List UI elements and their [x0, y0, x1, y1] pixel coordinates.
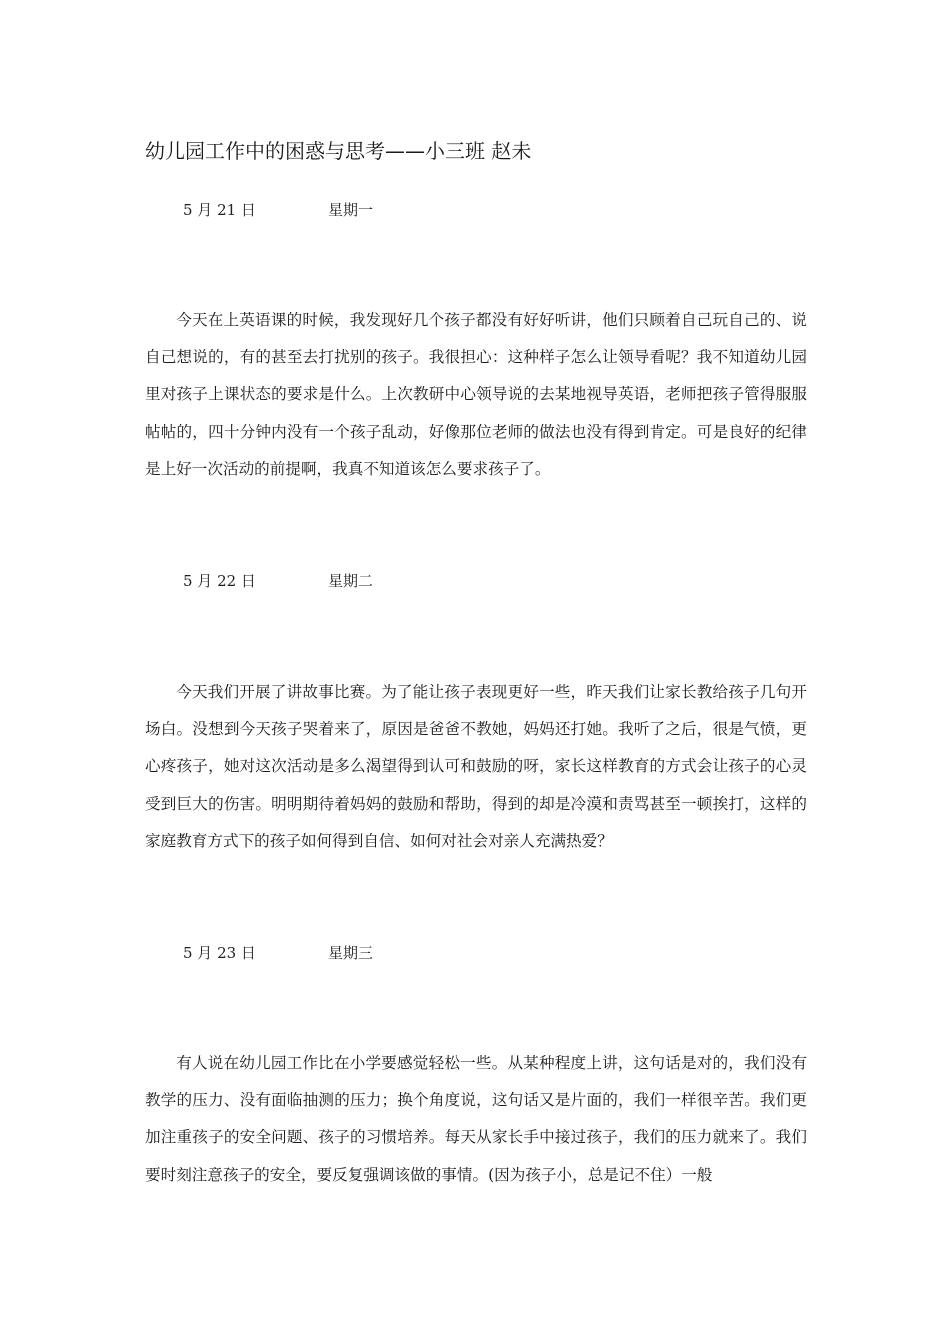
entry-body: 今天我们开展了讲故事比赛。为了能让孩子表现更好一些，昨天我们让家长教给孩子几句开场白。没想到今天孩子哭着来了，原因是爸爸不教她，妈妈还打她。我听了之后，很是气愤，更心疼孩子，她对这次活动是多么渴望得到认可和鼓励的呀，家长这样教育的方式会让孩子的心灵受到巨大的伤害。明明期待着妈妈的鼓励和帮助，得到的却是冷漠和责骂甚至一顿挨打，这样的家庭教育方式下的孩子如何得到自信、如何对社会对亲人充满热爱？ [145, 683, 807, 850]
entry-date: 5 月 22 日 [183, 572, 256, 590]
entry-weekday: 星期三 [328, 944, 374, 962]
entry-date: 5 月 21 日 [183, 201, 256, 219]
entry-weekday: 星期一 [328, 201, 374, 219]
entry-date-line [183, 199, 374, 221]
entry-date-line [183, 570, 374, 592]
entry-body: 今天在上英语课的时候，我发现好几个孩子都没有好好听讲，他们只顾着自己玩自己的、说自己想说的，有的甚至去打扰别的孩子。我很担心：这种样子怎么让领导看呢？我不知道幼儿园里对孩子上课状态的要求是什么。上次教研中心领导说的去某地视导英语，老师把孩子管得服服帖帖的，四十分钟内没有一个孩子乱动，好像那位老师的做法也没有得到肯定。可是良好的纪律是上好一次活动的前提啊，我真不知道该怎么要求孩子了。 [145, 311, 807, 478]
entry-date: 5 月 23 日 [183, 944, 256, 962]
entry-body: 有人说在幼儿园工作比在小学要感觉轻松一些。从某种程度上讲，这句话是对的，我们没有教学的压力、没有面临抽测的压力；换个角度说，这句话又是片面的，我们一样很辛苦。我们更加注重孩子的安全问题、孩子的习惯培养。每天从家长手中接过孩子，我们的压力就来了。我们要时刻注意孩子的安全，要反复强调该做的事情。(因为孩子小，总是记不住）一般 [145, 1054, 807, 1184]
entry-weekday: 星期二 [328, 572, 374, 590]
document-title: 幼儿园工作中的困惑与思考——小三班 赵未 [145, 139, 532, 163]
entry-date-line [183, 942, 374, 964]
